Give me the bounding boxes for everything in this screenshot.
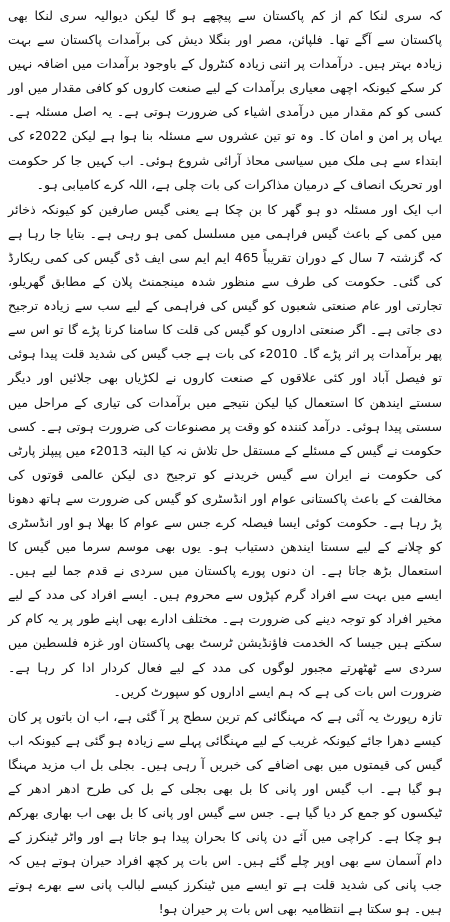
article-paragraph: تازہ رپورٹ یہ آئی ہے کہ مہنگائی کم ترین سطح پر آ گئی ہے، اب ان باتوں پر کان کیسے دھرا جائے کیونکہ غریب کے لیے مہنگائی پہلے سے زیادہ ہو گئی ہے کیونکہ اب گیس کی قیمتوں میں بھی اضافے کی خبریں آ رہی ہیں۔ بجلی بل اب مزید مہنگا ہو گیا ہے۔ اب گیس اور پانی کا بل بھی بجلی کے بل کی طرح ادھر ادھر کے ٹیکسوں کو جمع کر دیا گیا ہے۔ جس سے گیس اور پانی کا بل بھی اب بھاری بھرکم ہو چکا ہے۔ کراچی میں آئے دن پانی کا بحران پیدا ہو جاتا ہے اور واٹر ٹینکرز کے دام آسمان سے بھی اوپر چلے گئے ہیں۔ اس بات پر کچھ افراد حیران ہوتے ہیں کہ جب پانی کی شدید قلت ہے تو ایسے میں ٹینکرز کیسے لبالب پانی سے بھرے ہوتے ہیں۔ ہو سکتا ہے انتظامیہ بھی اس بات پر حیران ہو! [8, 708, 442, 917]
article-page [8, 4, 443, 917]
article-paragraph: اب ایک اور مسئلہ دو ہو گھر کا بن چکا ہے یعنی گیس صارفین کو کیونکہ ذخائر میں کمی کے باعث گیس فراہمی میں مسلسل کمی ہو رہی ہے۔ بتایا جا رہا ہے کہ گزشتہ 7 سال کے دوران تقریباً 465 ایم ایم سی ایف ڈی گیس کی کمی ریکارڈ کی گئی۔ حکومت کی طرف سے منظور شدہ مینجمنٹ پلان کے مطابق گھریلو، تجارتی اور عام صنعتی شعبوں کو گیس کی فراہمی کے لیے سب سے زیادہ ترجیح دی جاتی ہے۔ اگر صنعتی اداروں کو گیس کی قلت کا سامنا کرنا پڑے گا تو اس سے پھر برآمدات پر اثر پڑے گا۔ 2010ء کی بات ہے جب گیس کی شدید قلت پیدا ہوئی تو فیصل آباد اور کئی علاقوں کے صنعت کاروں نے لکڑیاں بھی جلائیں اور دیگر سستے ایندھن کا استعمال کیا لیکن نتیجے میں برآمدات کی تیاری کے مراحل میں سستی پیدا ہوئی۔ درآمد کنندہ کو وقت پر مصنوعات کی ضرورت ہوتی ہے۔ کسی حکومت نے گیس کے مسئلے کے مستقل حل تلاش نہ کیا البتہ 2013ء میں پیپلز پارٹی کی حکومت نے ایران سے گیس خریدنے کو ترجیح دی لیکن عالمی قوتوں کی مخالفت کے باعث پاکستانی عوام اور انڈسٹری کو گیس کی ضرورت سے ہاتھ دھونا پڑ رہا ہے۔ حکومت کوئی ایسا فیصلہ کرے جس سے عوام کا بھلا ہو اور انڈسٹری کو چلانے کے لیے سستا ایندھن دستیاب ہو۔ یوں بھی موسم سرما میں گیس کا استعمال بڑھ جاتا ہے۔ ان دنوں پورے پاکستان میں سردی نے قدم جما لیے ہیں۔ ایسے میں بہت سے افراد گرم کپڑوں سے محروم ہیں۔ ایسے افراد کی مدد کے لیے مخیر افراد کو توجہ دینے کی ضرورت ہے۔ مختلف ادارے بھی اپنے طور پر یہ کام کر سکتے ہیں جیسا کہ الخدمت فاؤنڈیشن ٹرسٹ بھی پاکستان اور غزہ فلسطین میں سردی سے ٹھٹھرتے مجبور لوگوں کی مدد کے لیے فعال کردار ادا کر رہا ہے۔ ضرورت اس بات کی ہے کہ ہم ایسے اداروں کو سپورٹ کریں۔ [8, 201, 442, 699]
article-paragraph: کہ سری لنکا کم از کم پاکستان سے پیچھے ہو گا لیکن دیوالیہ سری لنکا بھی پاکستان سے آگے تھا۔ فلپائن، مصر اور بنگلا دیش کی برآمدات پاکستان سے بہت زیادہ بہتر ہیں۔ درآمدات پر اتنی زیادہ کنٹرول کے باوجود برآمدات میں اضافہ نہیں کر سکے کیونکہ اچھی معیاری برآمدات کے لیے صنعت کاروں کو کافی مقدار میں اور کسی کو کم مقدار میں درآمدی اشیاء کی ضرورت ہوتی ہے۔ یہ اصل مسئلہ ہے۔ یہاں پر امن و امان کا۔ وہ تو تین عشروں سے مسئلہ بنا ہوا ہے لیکن 2022ء کی ابتداء سے ہی ملک میں سیاسی محاذ آرائی شروع ہوئی۔ اب کہیں جا کر حکومت اور تحریک انصاف کے درمیان مذاکرات کی بات چلی ہے، اللہ کرے کامیابی ہو۔ [8, 8, 443, 192]
